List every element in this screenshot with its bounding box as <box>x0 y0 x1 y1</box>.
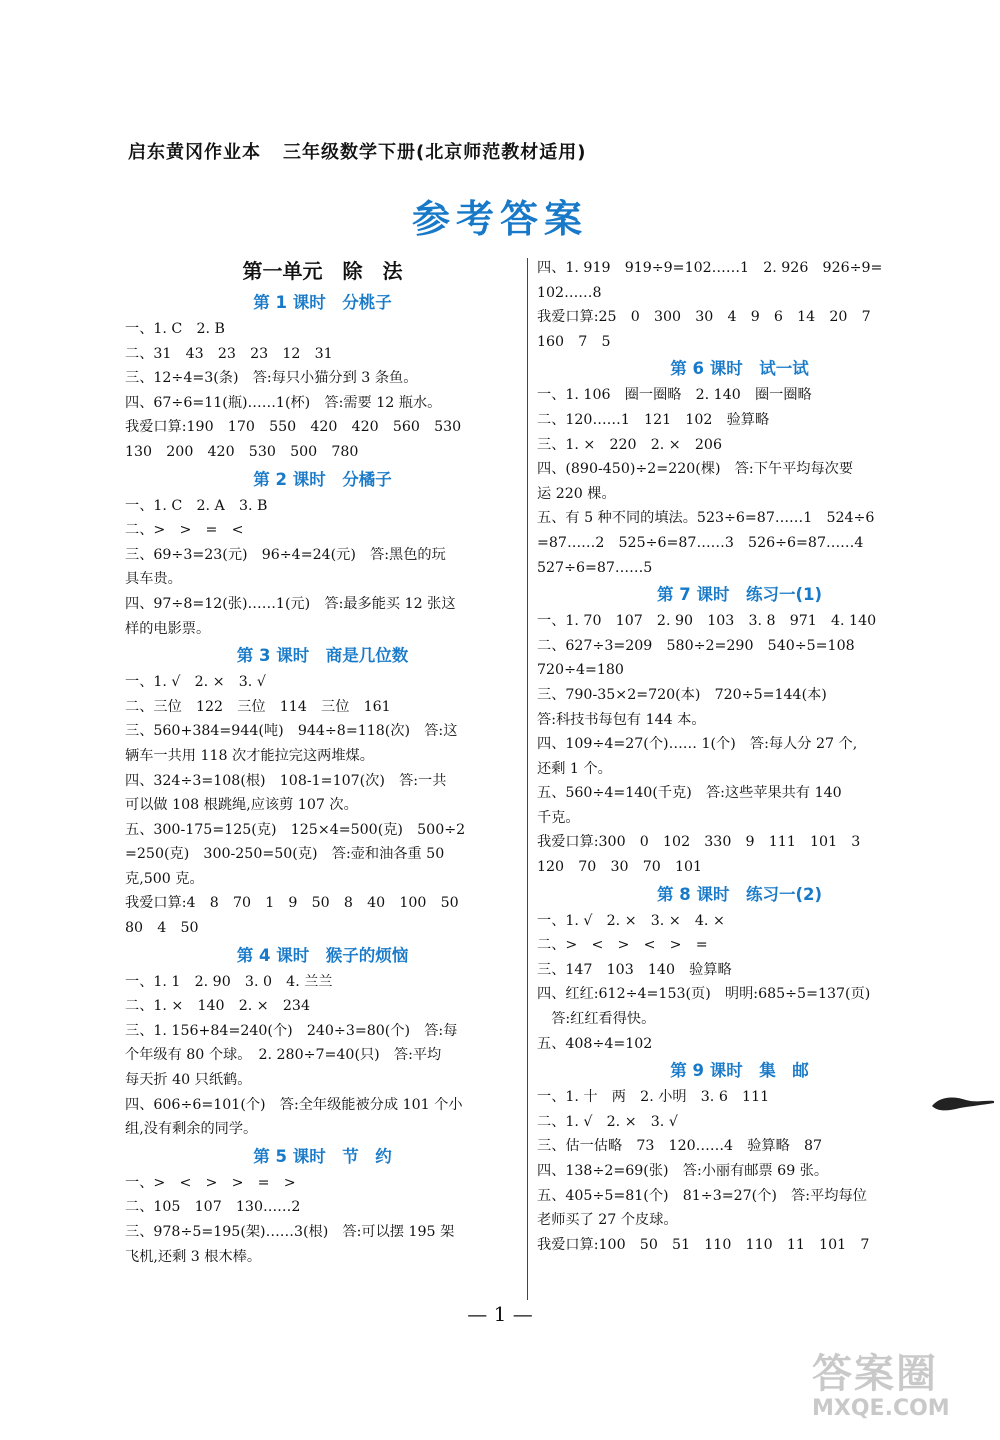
answer-line: 一、> < > > = > <box>125 1174 296 1191</box>
answer-line: 老师买了 27 个皮球。 <box>537 1212 678 1229</box>
answer-line: 四、67÷6=11(瓶)……1(杯) 答:需要 12 瓶水。 <box>125 394 442 411</box>
answer-line: 三、790-35×2=720(本) 720÷5=144(本) <box>537 686 827 703</box>
answer-line: 二、1. × 140 2. × 234 <box>125 998 310 1015</box>
answer-line: 130 200 420 530 500 780 <box>125 443 359 460</box>
unit-title: 第一单元 除 法 <box>242 259 403 283</box>
answer-line: 一、1. 106 圈一圈略 2. 140 圈一圈略 <box>537 387 812 404</box>
ink-smudge <box>930 1092 996 1114</box>
book-header <box>128 138 586 164</box>
answer-line: 还剩 1 个。 <box>537 760 612 777</box>
answer-line: 一、1. C 2. B <box>125 321 225 337</box>
answer-line: 可以做 108 根跳绳,应该剪 107 次。 <box>125 797 358 814</box>
answer-line: 三、978÷5=195(架)……3(根) 答:可以摆 195 架 <box>125 1224 455 1240</box>
answer-line: 160 7 5 <box>537 333 611 350</box>
answer-line: 一、1. √ 2. × 3. √ <box>125 674 266 691</box>
answer-line: =250(克) 300-250=50(克) 答:壶和油各重 50 <box>125 846 445 863</box>
answer-line: 我爱口算:300 0 102 330 9 111 101 3 <box>537 834 861 851</box>
watermark-logo-text: 答案圈 <box>812 1351 938 1397</box>
answer-line: 一、1. 十 两 2. 小明 3. 6 111 <box>537 1089 770 1106</box>
answer-line: 四、(890-450)÷2=220(棵) 答:下午平均每次要 <box>537 461 854 478</box>
book-subject: 三年级数学下册(北京师范教材适用) <box>283 142 587 163</box>
answer-line: 四、138÷2=69(张) 答:小丽有邮票 69 张。 <box>537 1163 829 1179</box>
answer-line: 720÷4=180 <box>537 662 624 679</box>
lesson-heading: 第 4 课时 猴子的烦恼 <box>236 945 409 965</box>
answer-line: 运 220 棵。 <box>537 485 616 502</box>
answer-line: 答:科技书每包有 144 本。 <box>537 711 706 728</box>
answer-line: 二、1. √ 2. × 3. √ <box>537 1113 678 1130</box>
lesson-heading: 第 3 课时 商是几位数 <box>236 646 409 666</box>
answer-line: 四、红红:612÷4=153(页) 明明:685÷5=137(页) <box>537 986 871 1003</box>
answer-line: 四、97÷8=12(张)……1(元) 答:最多能买 12 张这 <box>125 595 456 612</box>
lesson-heading: 第 1 课时 分桃子 <box>253 293 392 312</box>
answer-line: 102……8 <box>537 284 602 301</box>
answer-line: 五、300-175=125(克) 125×4=500(克) 500÷2 <box>125 821 466 838</box>
answer-line: 三、560+384=944(吨) 944÷8=118(次) 答:这 <box>125 723 458 740</box>
page-title: 参考答案 <box>411 197 588 241</box>
answer-line: 五、408÷4=102 <box>537 1035 653 1052</box>
answer-line: 我爱口算:190 170 550 420 420 560 530 <box>125 419 462 436</box>
answer-line: 每天折 40 只纸鹤。 <box>125 1072 252 1089</box>
answer-line: 一、1. √ 2. × 3. × 4. × <box>537 912 725 929</box>
lesson-heading: 第 6 课时 试一试 <box>670 359 809 379</box>
answer-line: 飞机,还剩 3 根木棒。 <box>125 1248 262 1265</box>
lesson-heading: 第 9 课时 集 邮 <box>670 1061 809 1081</box>
page-number: — 1 — <box>467 1302 533 1326</box>
answer-line: 二、> > = < <box>125 522 244 539</box>
answer-line: 二、> < > < > = <box>537 937 708 954</box>
answer-line: 二、31 43 23 23 12 31 <box>125 345 333 362</box>
answer-line: 二、627÷3=209 580÷2=290 540÷5=108 <box>537 637 855 654</box>
lesson-heading: 第 2 课时 分橘子 <box>253 469 392 489</box>
answer-line: 三、估一估略 73 120……4 验算略 87 <box>537 1138 823 1155</box>
answer-line: 三、147 103 140 验算略 <box>537 961 732 978</box>
answer-line: 克,500 克。 <box>125 870 204 887</box>
answer-line: 80 4 50 <box>125 920 199 937</box>
answer-line: 一、1. 70 107 2. 90 103 3. 8 971 4. 140 <box>537 613 877 630</box>
lesson-heading: 第 8 课时 练习一(2) <box>656 884 823 904</box>
answer-line: 二、105 107 130……2 <box>125 1199 301 1216</box>
answer-line: 五、405÷5=81(个) 81÷3=27(个) 答:平均每位 <box>537 1187 867 1204</box>
answer-line: 我爱口算:25 0 300 30 4 9 6 14 20 7 <box>537 309 871 326</box>
answer-line: 527÷6=87……5 <box>537 559 653 576</box>
answer-line: 答:红红看得快。 <box>537 1011 656 1028</box>
answer-line: 辆车一共用 118 次才能拉完这两堆煤。 <box>125 747 374 764</box>
answer-line: 千克。 <box>537 809 580 826</box>
answer-line: 二、三位 122 三位 114 三位 161 <box>125 698 391 715</box>
answer-line: 一、1. C 2. A 3. B <box>125 497 268 514</box>
answer-line: 我爱口算:4 8 70 1 9 50 8 40 100 50 <box>125 895 459 912</box>
right-column <box>537 256 942 1257</box>
lesson-heading: 第 5 课时 节 约 <box>253 1146 392 1166</box>
answer-line: 二、120……1 121 102 验算略 <box>537 411 770 428</box>
answer-line: 个年级有 80 个球。 2. 280÷7=40(只) 答:平均 <box>125 1047 442 1064</box>
answer-line: 三、12÷4=3(条) 答:每只小猫分到 3 条鱼。 <box>125 370 418 387</box>
answer-line: 组,没有剩余的同学。 <box>125 1121 258 1138</box>
answer-line: 三、69÷3=23(元) 96÷4=24(元) 答:黑色的玩 <box>125 546 446 563</box>
answer-line: 一、1. 1 2. 90 3. 0 4. 兰兰 <box>125 973 333 990</box>
answer-line: 五、560÷4=140(千克) 答:这些苹果共有 140 <box>537 785 842 802</box>
answer-line: 四、109÷4=27(个)…… 1(个) 答:每人分 27 个, <box>537 736 858 753</box>
watermark-url: MXQE.COM <box>812 1396 950 1421</box>
answer-line: 四、1. 919 919÷9=102……1 2. 926 926÷9= <box>537 260 883 276</box>
column-divider <box>527 258 528 1300</box>
answer-line: 五、有 5 种不同的填法。523÷6=87……1 524÷6 <box>537 510 875 527</box>
answer-line: 四、606÷6=101(个) 答:全年级能被分成 101 个小 <box>125 1096 463 1113</box>
left-column <box>125 256 520 1269</box>
answer-line: 样的电影票。 <box>125 620 211 637</box>
lesson-heading: 第 7 课时 练习一(1) <box>656 585 823 605</box>
answer-line: 四、324÷3=108(根) 108-1=107(次) 答:一共 <box>125 772 447 789</box>
watermark <box>812 1352 992 1430</box>
answer-line: 三、1. 156+84=240(个) 240÷3=80(个) 答:每 <box>125 1022 458 1039</box>
answer-line: =87……2 525÷6=87……3 526÷6=87……4 <box>537 534 864 551</box>
answer-line: 我爱口算:100 50 51 110 110 11 101 7 <box>537 1236 870 1253</box>
answer-line: 120 70 30 70 101 <box>537 859 703 876</box>
answer-line: 具车贵。 <box>125 571 182 588</box>
answer-line: 三、1. × 220 2. × 206 <box>537 436 722 453</box>
book-series: 启东黄冈作业本 <box>128 142 261 163</box>
